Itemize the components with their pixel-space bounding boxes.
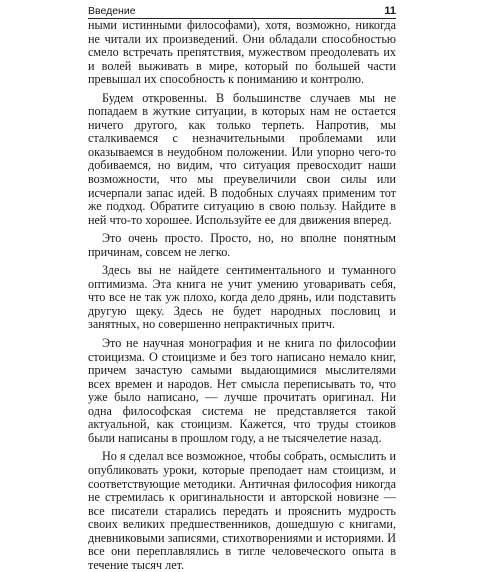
body-text [88,19,396,572]
page-number: 11 [384,5,396,17]
running-head [88,4,396,19]
paragraph: Это очень просто. Просто, но, но вполне понятным причинам, совсем не легко. [88,231,396,259]
paragraph: Но я сделал все возможное, чтобы собрать, осмыслить и опубликовать уроки, которые преподает нам стоицизм, и соответствующие методики. Античная философия никогда не стремилась к оригинальности и авторской новизне — все писатели старались передать и прояснить мудрость своих великих предшественников, дошедшую с книгами, дневниковыми записями, стихотворениями и историями. И все они переплавлялись в тигле человеческого опыта в течение тысяч лет. [88,449,396,572]
paragraph: Будем откровенны. В большинстве случаев мы не попадаем в жуткие ситуации, в которых нам не остается ничего другого, как только терпеть. Напротив, мы сталкиваемся с незначительными проблемами или оказываемся в неудобном положении. Или упорно чего-то добиваемся, но видим, что ситуация превосходит наши возможности, что мы преувеличили свои силы или исчерпали запас идей. В подобных случаях применим тот же подход. Обратите ситуацию в свою пользу. Найдите в ней что-то хорошее. Используйте ее для движения вперед. [88,90,396,227]
chapter-title: Введение [88,5,136,17]
paragraph: Здесь вы не найдете сентиментального и туманного оптимизма. Эта книга не учит умению уговаривать себя, что все не так уж плохо, когда дело дрянь, или подставить другую щеку. Здесь не будет народных пословиц и занятных, но совершенно непрактичных притч. [88,263,396,332]
paragraph: Это не научная монография и не книга по философии стоицизма. О стоицизме и без того написано немало книг, причем зачастую самыми выдающимися мыслителями всех времен и народов. Нет смысла переписывать то, что уже было написано, — лучше прочитать оригинал. Ни одна философская система не представляется такой актуальной, как стоицизм. Кажется, что труды стоиков были написаны в прошлом году, а не тысячелетие назад. [88,336,396,445]
paragraph-continued: ными истинными философами), хотя, возможно, никогда не читали их произведений. Они обладали способностью смело встречать препятствия, мужеством преодолевать их и волей выживать в мире, который по большей части превышал их способность к пониманию и контролю. [88,18,396,87]
